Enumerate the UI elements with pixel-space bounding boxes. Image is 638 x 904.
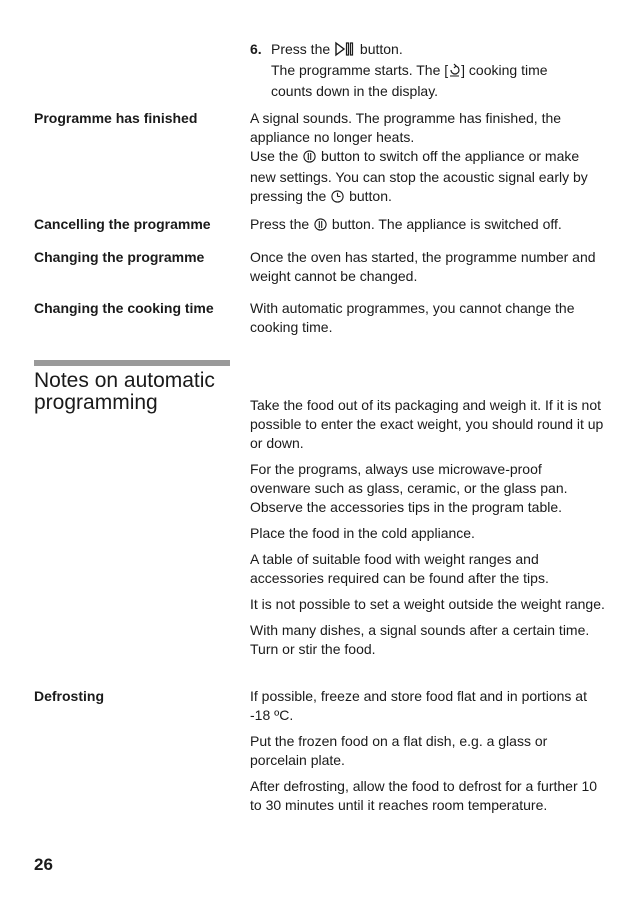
section-title bbox=[34, 370, 239, 414]
label-changing-cooking-time: Changing the cooking time bbox=[34, 300, 214, 316]
notes-paragraph: For the programs, always use microwave-proof ovenware such as glass, ceramic, or the glass pan. Observe the accessories tips in the program table. bbox=[250, 461, 568, 515]
cancelling-pre: Press the bbox=[250, 216, 310, 232]
cancelling-post: button. The appliance is switched off. bbox=[331, 216, 562, 232]
notes-paragraph: A table of suitable food with weight ranges and accessories required can be found after the tips. bbox=[250, 551, 549, 586]
label-cancelling-programme: Cancelling the programme bbox=[34, 216, 211, 232]
step-6-line-1 bbox=[271, 40, 606, 61]
programme-finished-p2-pre: Use the bbox=[250, 148, 299, 164]
programme-finished-p1: A signal sounds. The programme has finished, the appliance no longer heats. bbox=[250, 110, 562, 145]
notes-paragraph: Take the food out of its packaging and weigh it. If it is not possible to enter the exact weight, you should round it up or down. bbox=[250, 397, 604, 451]
section-title-line-2: programming bbox=[34, 391, 158, 414]
notes-paragraph: With many dishes, a signal sounds after a certain time. Turn or stir the food. bbox=[250, 622, 590, 657]
step-6-line-1-pre: Press the bbox=[271, 41, 331, 57]
defrosting-paragraph: After defrosting, allow the food to defrost for a further 10 to 30 minutes until it reaches room temperature. bbox=[250, 778, 598, 813]
defrosting-paragraph: Put the frozen food on a flat dish, e.g. a glass or porcelain plate. bbox=[250, 733, 548, 768]
cancelling-programme-text bbox=[250, 215, 606, 236]
step-6-line-2-post: ] cooking time bbox=[461, 62, 548, 78]
defrosting-paragraph: If possible, freeze and store food flat and in portions at -18 ºC. bbox=[250, 688, 587, 723]
programme-finished-p2-post: button. bbox=[349, 188, 392, 204]
start-pause-icon bbox=[335, 42, 355, 61]
programme-finished-text bbox=[250, 109, 606, 208]
section-title-line-1: Notes on automatic bbox=[34, 369, 215, 392]
step-6-line-2-pre: The programme starts. The [ bbox=[271, 62, 449, 78]
programme-finished-p2-mid: button to switch off the appliance or make new settings. You can stop the acoustic signal early by pressing the bbox=[250, 148, 588, 204]
step-6-text bbox=[271, 40, 606, 101]
timer-icon bbox=[331, 189, 344, 208]
programme-finished-p2 bbox=[250, 147, 606, 208]
step-6-line-1-post: button. bbox=[359, 41, 403, 57]
notes-paragraph: Place the food in the cold appliance. bbox=[250, 525, 475, 541]
label-changing-programme: Changing the programme bbox=[34, 249, 205, 265]
notes-text bbox=[250, 396, 606, 659]
label-defrosting: Defrosting bbox=[34, 688, 104, 704]
page-number: 26 bbox=[34, 855, 53, 874]
changing-cooking-time-text: With automatic programmes, you cannot change the cooking time. bbox=[250, 300, 575, 335]
section-divider bbox=[34, 360, 230, 366]
defrosting-text bbox=[250, 687, 606, 815]
power-icon bbox=[303, 149, 316, 168]
step-6-line-2 bbox=[271, 61, 606, 82]
power-icon bbox=[314, 217, 327, 236]
label-programme-finished: Programme has finished bbox=[34, 110, 198, 126]
step-6-line-3: counts down in the display. bbox=[271, 83, 439, 99]
changing-programme-text: Once the oven has started, the programme number and weight cannot be changed. bbox=[250, 249, 596, 284]
cooking-time-icon bbox=[449, 63, 460, 82]
step-number: 6. bbox=[250, 41, 262, 57]
notes-paragraph: It is not possible to set a weight outside the weight range. bbox=[250, 596, 605, 612]
step-6 bbox=[250, 40, 606, 100]
